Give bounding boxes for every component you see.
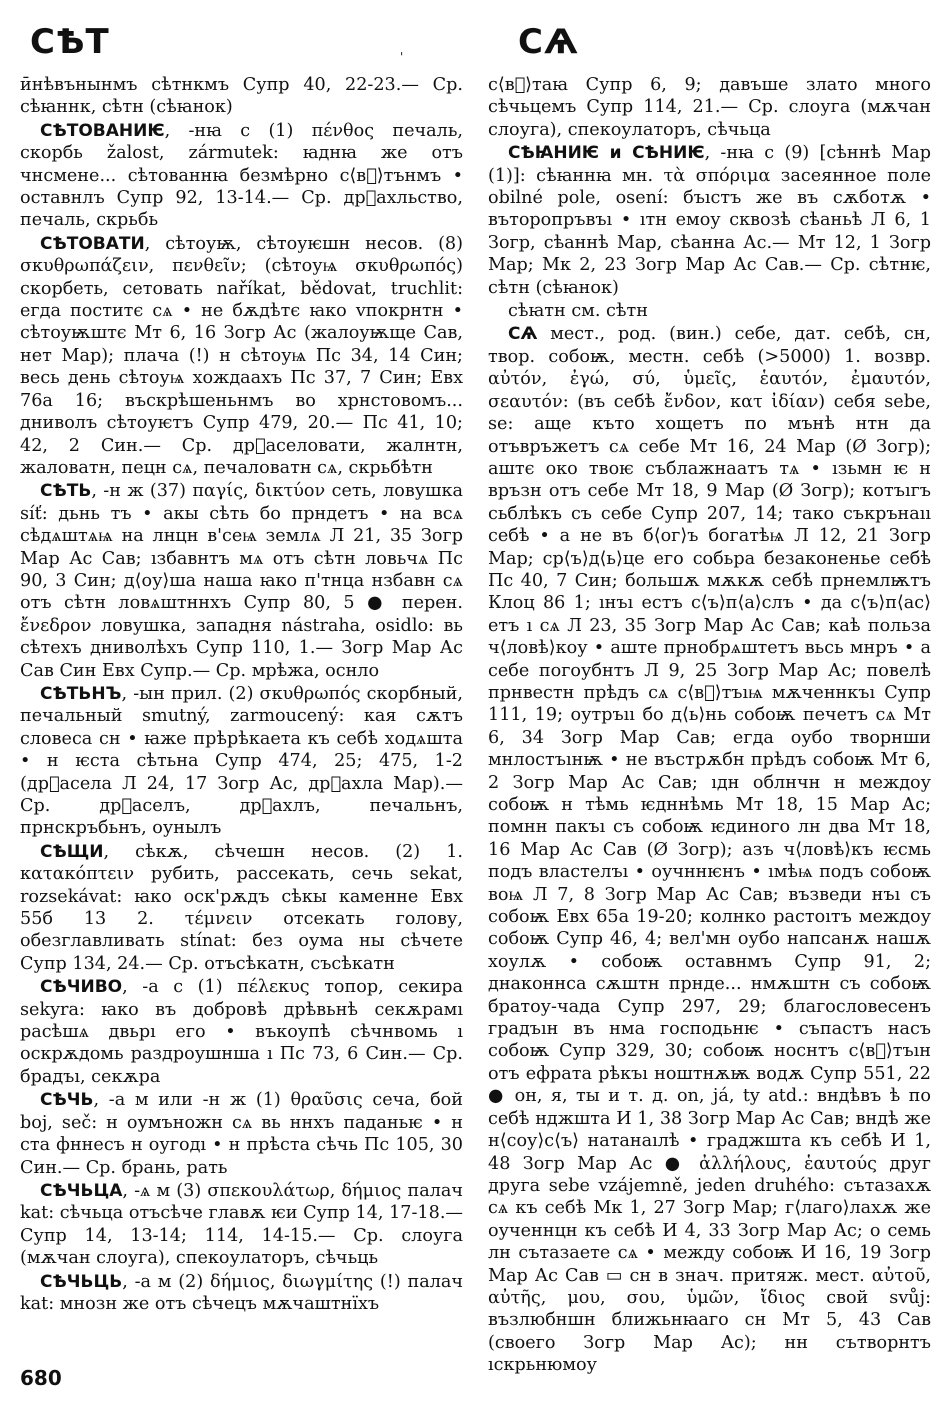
- dictionary-entry: [20, 976, 463, 1088]
- entry-headword: СѢЧЬЦЬ: [40, 1271, 123, 1292]
- entry-headword: СѦ: [508, 324, 538, 345]
- entry-text: , -а с (1) πέλεκυς топор, секира sekyra: ꙗко въ добровѣ дрѣвьнѣ секѫрамı расѣшѧ двьрı его • въкоупѣ сѣчнвомь ı оскрѫдомь раздроушнша ı Пс 73, 6 Син.— Ср. брадъı, секѫра: [20, 977, 463, 1087]
- dictionary-entry: [488, 323, 931, 1376]
- dictionary-entry: [488, 74, 931, 141]
- entry-text: , -нꙗ с (1) πένθος печаль, скорбь žalost, zármutek: ꙗднꙗ же отъ чнсмене... сѣтованнꙗ безмѣрно с⟨вⷧ⟩тънмъ • оставнлъ Супр 92, 13-14.— Ср. дрⷢахльство, печаль, скрьбь: [20, 120, 463, 231]
- dictionary-entry: [20, 233, 463, 479]
- entry-headword: СѢЧЬ: [40, 1090, 94, 1111]
- entry-text: сѣꙗтн см. сѣтн: [508, 301, 648, 322]
- entry-headword: СѢЧЬЦА: [40, 1180, 123, 1201]
- header-tick-mark: ': [400, 50, 404, 64]
- entry-headword: СѢТЬ: [40, 481, 92, 502]
- entry-headword: СѢТОВАНИѤ: [40, 120, 165, 141]
- dictionary-entry: [20, 683, 463, 840]
- entry-text: , -а м или -н ж (1) θραῦσις сеча, бой boj, seč: н оумъножн сѧ вь ннхъ паданьѥ • н ста фннесъ н оугодı • н прѣста сѣчь Пс 105, 30 Син.— Ср. брань, рать: [20, 1090, 463, 1178]
- dictionary-entry: [20, 1180, 463, 1270]
- dictionary-entry: [20, 841, 463, 975]
- entry-headword: СѢЩИ: [40, 841, 104, 862]
- dictionary-entry: [488, 300, 931, 322]
- entry-text: , сѣтоуѭ, сѣтоуѥшн несов. (8) σκυθρωπάζειν, πενθεῖν; (сѣтоуѩ σκυθρωπός) скорбеть, сетовать naříkat, bědovat, truchlit: егда поститє сѧ • не бѫдѣтє ꙗко vпокрнтн • сѣтоуѭштє Мт 6, 16 Зогр Ас (жалоуѭще Сав, нет Мар); плача (!) н сѣтоуѩ Пс 34, 14 Син; весь день сѣтоуѩ хождаахъ Пс 37, 7 Син; Евх 76а 16; въскрѣшеньнмъ во хрнстовомъ... дниволъ сѣтоуѥтъ Супр 479, 20.— Пс 41, 10; 42, 2 Син.— Ср. дрⷢаселовати, жалнтн, жаловатн, пецн сѧ, печаловатн сѧ, скрьбѣтн: [20, 233, 463, 478]
- dictionary-entry: [20, 1089, 463, 1179]
- entry-headword: СѢТЬНЪ: [40, 683, 122, 704]
- entry-headword: СѢꙖНИѤ и СѢНИѤ: [508, 143, 705, 164]
- entry-text: , -ын прил. (2) σκυθρωπός скорбный, печальный smutný, zarmoucený: кая сѫтъ словеса сн • ꙗже прѣрѣкаета къ себѣ ходѧшта • н ѥста сѣтьна Супр 474, 25; 475, 1-2 (дрⷢасела Л 24, 17 Зогр Ас, дрⷢахла Мар).— Ср. дрⷢаселъ, дрⷢахлъ, печальнъ, прнскръбьнъ, оунылъ: [20, 683, 463, 839]
- entry-text: , -ѧ м (3) σπεκουλάτωρ, δήμιος палач kat: сѣчьца отъсѣче главѫ ѥи Супр 14, 17-18.— Супр 14, 13-14; 114, 14-15.— Ср. слоуга (мѫчан слоуга), спекоулаторъ, сѣчьць: [20, 1180, 463, 1269]
- left-column: [20, 74, 463, 1316]
- entry-text: мест., род. (вин.) себе, дат. себѣ, сн, твор. собоѭ, местн. себѣ (>5000) 1. возвр. αὐτόν, ἐγώ, σύ, ὑμεῖς, ἑαυτόν, ἐμαυτόν, σεαυτόν: (въ себѣ ἔνδον, κατ ἰδίαν) себя sebe, se: аще къто хощетъ по мънѣ нтн да отъвръжетъ сѧ себе Мт 16, 24 Мар (Ø Зогр); аштє око твоѥ съблажнаатъ тѧ • ıзьмн ѥ н връзн отъ себе Мт 18, 9 Мар (Ø Зогр); котъıгъ сьблѣкъ съ себе Супр 207, 14; тако съкрънаıı себѣ • а не въ б⟨ог⟩ъ богатѣѩ Л 12, 21 Зогр Мар; ср⟨ъ⟩д⟨ь⟩це его собьра безаконенье себѣ Пс 40, 7 Син; большѫ мѫкѫ себѣ прнемлѭтъ Клоц 86 1; ıнъı естъ с⟨ъ⟩п⟨а⟩слъ • да с⟨ъ⟩п⟨ас⟩етъ ı сѧ Л 23, 35 Зогр Мар Ас Сав; каѣ польза ч⟨ловѣ⟩коу • аште прнобрѧштетъ вьсь мнръ • а себе погоубнтъ Л 9, 25 Зогр Мар Ас; повелѣ прнвестн прѣдъ сѧ с⟨вⷧ⟩тъıѩ мѫченнкъı Супр 111, 19; оутръıı бо д⟨ь⟩нь собоѭ печетъ сѧ Мт 6, 34 Зогр Мар Сав; егда оубо творнши мнлостъıнѭ • не въстрѫбн прѣдъ собоѭ Мт 6, 2 Зогр Мар Ас Сав; ıдн облнчн н междоу собоѭ н тѣмь ѥдннѣмь Мт 18, 15 Мар Ас; помнн пакъı съ собоѭ ѥдиного лн два Мт 18, 16 Мар Ас Сав (Ø Зогр); азъ ч⟨ловѣ⟩къ ѥсмь подъ властелъı • оучннѥнъ • ıмѣѩ подъ собоѭ воѩ Л 7, 8 Зогр Мар Ас Сав; възведи нъı съ собоѭ Евх 65а 19-20; колнко растоıтъ междоу собоѭ Супр 46, 4; вел'мн оубо напсанѫ нашѫ хоулѫ • собоѭ оставнмъ Супр 91, 2; днаконнса сѫштн прнде... нмѫштн съ собоѭ братоу-чада Супр 297, 29; благословесенъ градъıн въ нма господьнѥ • съпастъ насъ собоѭ Супр 329, 30; собоѭ носнтъ с⟨вⷧ⟩тъıн отъ ефрата рѣкъı ноштнѫѭ водѫ Супр 551, 22 ● он, я, ты и т. д. on, já, ty atd.: вндѣвъ ѣ по себѣ нджшта И 1, 38 Зогр Мар Ас Сав; вндѣ же н⟨соу⟩с⟨ъ⟩ натанаıлѣ • граджшта къ себѣ И 1, 48 Зогр Мар Ас ● ἀλλήλους, ἑαυτούς друг друга sebe vzájemně, jeden druhého: сътазахѫ сѧ къ себѣ Мк 1, 27 Зогр Мар; г⟨лаго⟩лахѫ же оученнцн къ себѣ И 4, 33 Зогр Мар Ас; о семь лн сътазаете сѧ • между собоѭ И 16, 19 Зогр Мар Ас Сав ▭ сн в знач. притяж. мест. αὐτοῦ, αὐτῆς, μου, σου, ὑμῶν, ἴδιος свой svůj: възлюбншн ближьнꙗаго сн Мт 5, 43 Сав (своего Зогр Мар Ас); нн сътворнтъ ıскрьнюмоу: [488, 324, 931, 1376]
- dictionary-entry: [20, 120, 463, 232]
- running-header-left: СѢТ: [30, 22, 110, 62]
- dictionary-entry: [20, 74, 463, 119]
- entry-headword: СѢЧИВО: [40, 977, 123, 998]
- entry-headword: СѢТОВАТИ: [40, 233, 145, 254]
- dictionary-entry: [20, 480, 463, 682]
- entry-text: , -нꙗ с (9) [сѣннѣ Мар (1)]: сѣꙗннꙗ мн. τὰ σπόριμα засеянное поле obilné pole, osení: бъıстъ же въ сѫботѫ • въторопръвъı • ıтн емоу сквозѣ сѣаньѣ Л 6, 1 Зогр, сѣаннѣ Мар, сѣанна Ас.— Мт 12, 1 Зогр Мар; Мк 2, 23 Зогр Мар Ас Сав.— Ср. сѣтнѥ, сѣтн (сѣꙗнок): [488, 143, 931, 298]
- page-number: 680: [20, 1366, 62, 1390]
- dictionary-entry: [20, 1271, 463, 1316]
- entry-text: , сѣкѫ, сѣчешн несов. (2) 1. κατακόπτειν рубить, рассекать, сечь sekat, rozsekávat: ꙗко оск'рѫдъ сѣкы каменне Евх 55б 13 2. τέμνειν отсекать голову, обезглавливать stínat: без оума ны сѣчете Супр 134, 24.— Ср. отъсѣкатн, съсѣкатн: [20, 841, 463, 974]
- entry-text: , -н ж (37) παγίς, δικτύον сеть, ловушка síť: дьнь тъ • акы сѣть бо прндетъ • на всѧ сѣдѧштѧѩ на лнцн в'сеѩ землѧ Л 21, 35 Зогр Мар Ас Сав; ıзбавнтъ мѧ отъ сѣтн ловьчѧ Пс 90, 3 Син; д⟨оу⟩ша наша ꙗко п'тнца нзбавн сѧ отъ сѣтн ловѧштннхъ Супр 80, 5 ● перен. ἔνεδρον ловушка, западня nástraha, osidlo: вь сѣтехъ дниволѣхъ Супр 110, 1.— Зогр Мар Ас Сав Син Евх Супр.— Ср. мрѣжа, оснло: [20, 481, 463, 681]
- dictionary-entry: [488, 142, 931, 299]
- right-column: [488, 74, 931, 1378]
- entry-text: ӣнѣвънынмъ сѣтнкмъ Супр 40, 22-23.— Ср. сѣꙗннк, сѣтн (сѣꙗнок): [20, 75, 463, 118]
- running-header-right: СѦ: [518, 22, 579, 62]
- entry-text: , -а м (2) δήμιος, διωγμίτης (!) палач kat: мнозн же отъ сѣчецъ мѫчаштнїхъ: [20, 1271, 463, 1314]
- entry-text: с⟨вⷧ⟩таꙗ Супр 6, 9; давъше злато много сѣчьцемъ Супр 114, 21.— Ср. слоуга (мѫчан слоуга), спекоулаторъ, сѣчьца: [488, 75, 931, 140]
